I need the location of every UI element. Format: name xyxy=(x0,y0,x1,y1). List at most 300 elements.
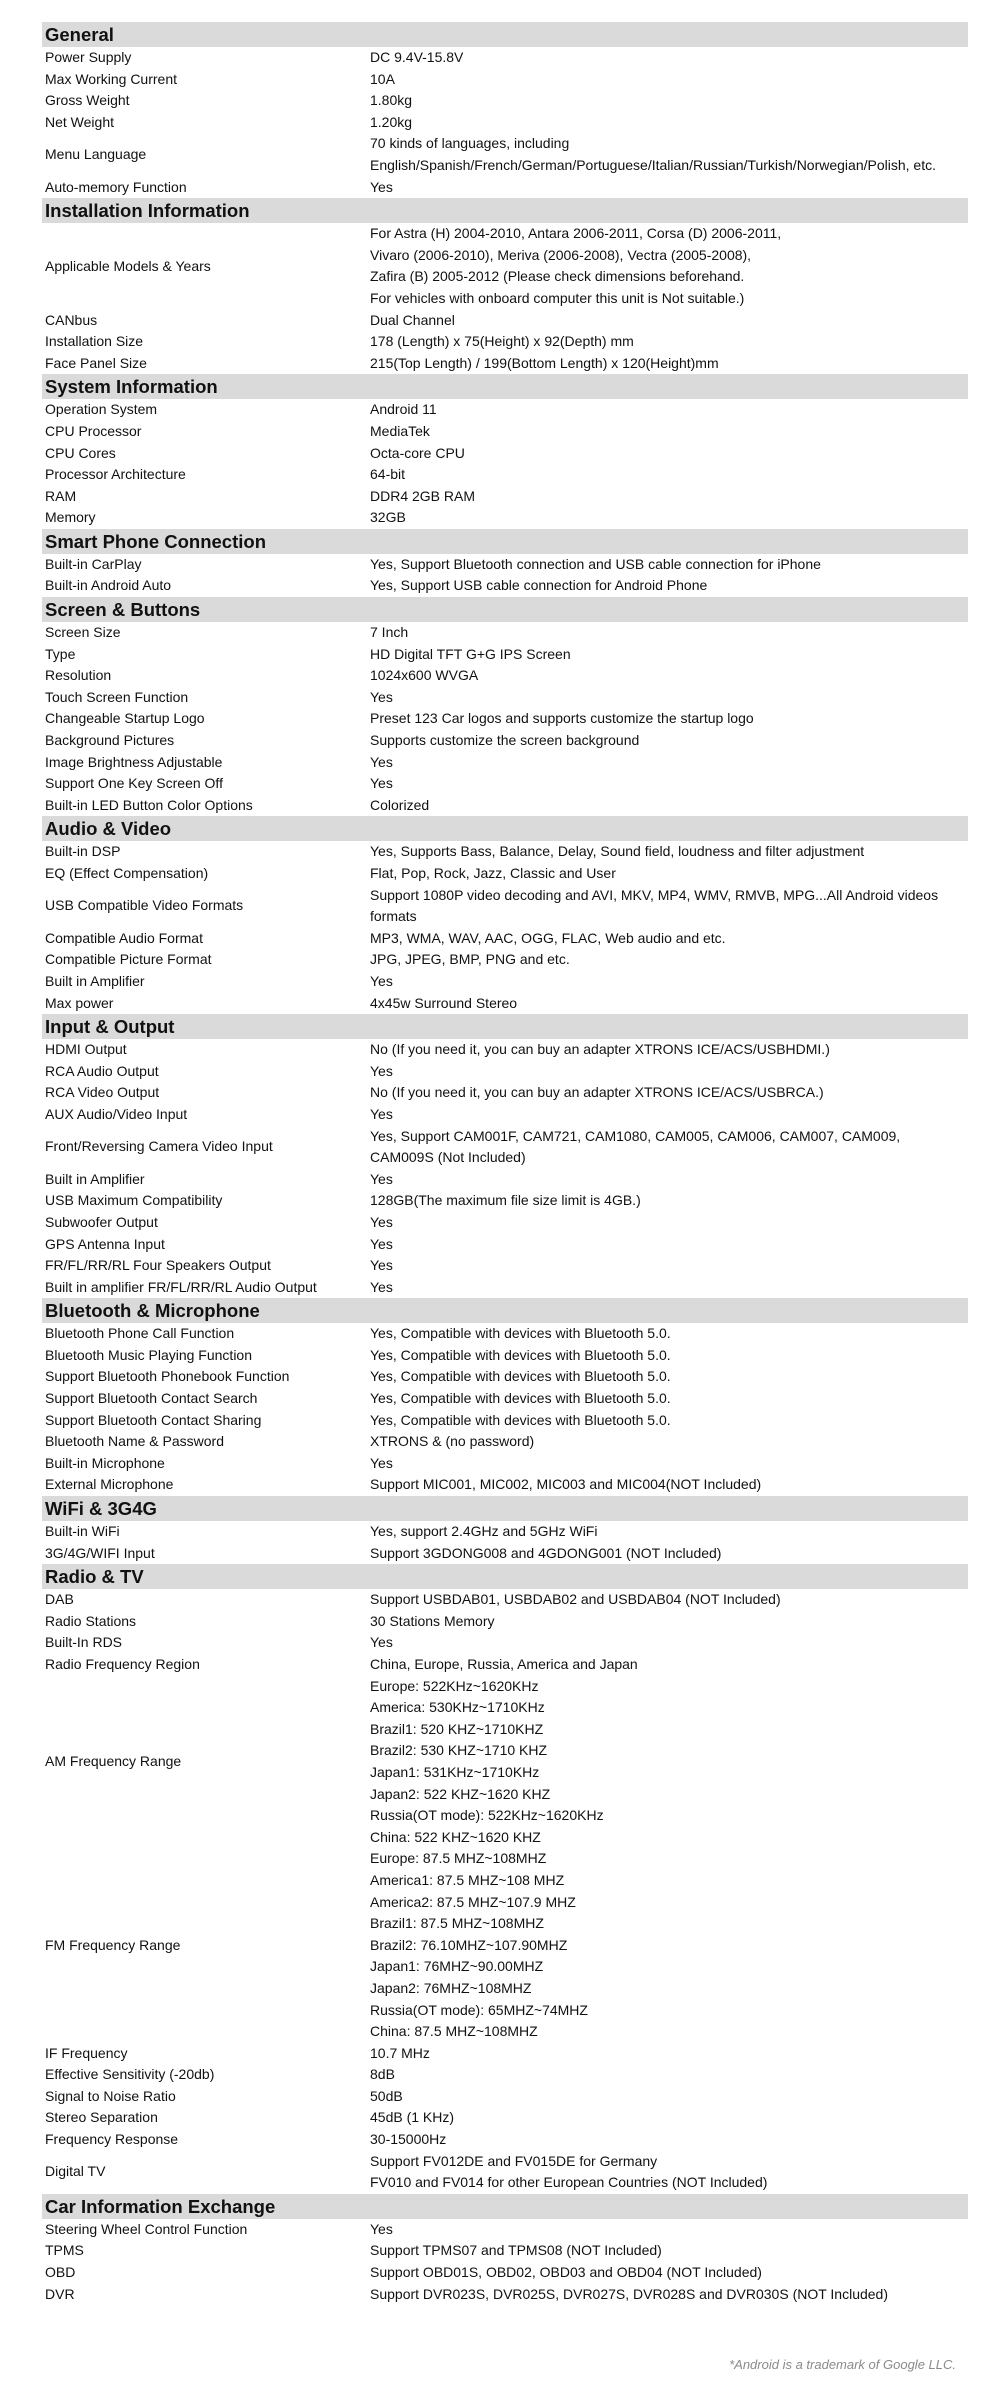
spec-value xyxy=(366,1543,968,1565)
spec-value-line: 128GB(The maximum file size limit is 4GB.) xyxy=(370,1192,641,1209)
spec-value-line: MP3, WMA, WAV, AAC, OGG, FLAC, Web audio and etc. xyxy=(370,929,726,946)
spec-label: Menu Language xyxy=(45,146,147,163)
spec-label: Support Bluetooth Phonebook Function xyxy=(45,1368,290,1385)
spec-value-line: Support OBD01S, OBD02, OBD03 and OBD04 (NOT Included) xyxy=(370,2264,762,2281)
spec-row xyxy=(42,2064,968,2086)
spec-value-line: Yes, Support CAM001F, CAM721, CAM1080, CAM005, CAM006, CAM007, CAM009, xyxy=(370,1127,901,1144)
spec-label: External Microphone xyxy=(45,1476,174,1493)
spec-value-line: Vivaro (2006-2010), Meriva (2006-2008), Vectra (2005-2008), xyxy=(370,246,752,263)
section-header xyxy=(42,22,968,47)
spec-value xyxy=(366,1212,968,1234)
spec-label: Support Bluetooth Contact Search xyxy=(45,1390,258,1407)
section-header xyxy=(42,374,968,399)
spec-value-line: Yes, Support USB cable connection for Android Phone xyxy=(370,577,708,594)
spec-value-line: JPG, JPEG, BMP, PNG and etc. xyxy=(370,951,570,968)
spec-row xyxy=(42,1388,968,1410)
spec-label: Built-in LED Button Color Options xyxy=(45,796,253,813)
section-header xyxy=(42,816,968,841)
spec-label: Type xyxy=(45,645,76,662)
spec-value xyxy=(366,507,968,529)
spec-value-line: Yes xyxy=(370,1170,393,1187)
spec-value-line: DDR4 2GB RAM xyxy=(370,487,476,504)
spec-label: Compatible Picture Format xyxy=(45,951,212,968)
spec-value-line: Support FV012DE and FV015DE for Germany xyxy=(370,2152,658,2169)
spec-value xyxy=(366,2151,968,2194)
spec-label: Frequency Response xyxy=(45,2131,179,2148)
spec-value xyxy=(366,795,968,817)
spec-value-line: For Astra (H) 2004-2010, Antara 2006-2011, Corsa (D) 2006-2011, xyxy=(370,225,782,242)
spec-value xyxy=(366,1277,968,1299)
spec-row xyxy=(42,90,968,112)
spec-row xyxy=(42,353,968,375)
spec-value xyxy=(366,928,968,950)
spec-value-line: Yes xyxy=(370,972,393,989)
spec-value-line: Europe: 87.5 MHZ~108MHZ xyxy=(370,1850,547,1867)
spec-row xyxy=(42,863,968,885)
spec-row xyxy=(42,2086,968,2108)
spec-label: Digital TV xyxy=(45,2163,106,2180)
spec-value xyxy=(366,2240,968,2262)
section-title: WiFi & 3G4G xyxy=(42,1496,968,1521)
spec-label: Changeable Startup Logo xyxy=(45,710,205,727)
spec-value-line: Brazil2: 76.10MHZ~107.90MHZ xyxy=(370,1936,568,1953)
spec-value xyxy=(366,310,968,332)
spec-row xyxy=(42,2284,968,2306)
spec-value-line: 178 (Length) x 75(Height) x 92(Depth) mm xyxy=(370,333,634,350)
spec-value-line: Russia(OT mode): 65MHZ~74MHZ xyxy=(370,2001,588,2018)
spec-value-line: Yes xyxy=(370,1278,393,1295)
spec-label: DAB xyxy=(45,1591,74,1608)
section-title: General xyxy=(42,22,968,47)
spec-value xyxy=(366,90,968,112)
spec-value xyxy=(366,1169,968,1191)
spec-value-line: Android 11 xyxy=(370,401,437,418)
spec-table xyxy=(42,22,968,2305)
spec-value xyxy=(366,885,968,928)
spec-row xyxy=(42,1453,968,1475)
spec-value xyxy=(366,971,968,993)
spec-label: Auto-memory Function xyxy=(45,178,187,195)
spec-row xyxy=(42,1366,968,1388)
spec-value-line: 1024x600 WVGA xyxy=(370,667,479,684)
spec-row xyxy=(42,622,968,644)
section-header xyxy=(42,1298,968,1323)
spec-value-line: 70 kinds of languages, including xyxy=(370,135,570,152)
spec-label: USB Compatible Video Formats xyxy=(45,897,244,914)
spec-value-line: Yes xyxy=(370,1062,393,1079)
section-title: System Information xyxy=(42,374,968,399)
spec-value xyxy=(366,1255,968,1277)
spec-row xyxy=(42,486,968,508)
spec-value-line: Yes, Compatible with devices with Bluetooth 5.0. xyxy=(370,1346,671,1363)
spec-label: DVR xyxy=(45,2285,75,2302)
spec-value-line: Support 3GDONG008 and 4GDONG001 (NOT Included) xyxy=(370,1544,722,1561)
spec-value-line: Europe: 522KHz~1620KHz xyxy=(370,1677,539,1694)
spec-value-line: Support 1080P video decoding and AVI, MKV, MP4, WMV, RMVB, MPG...All Android videos xyxy=(370,886,939,903)
spec-value-line: Brazil1: 520 KHZ~1710KHZ xyxy=(370,1720,544,1737)
spec-label: Applicable Models & Years xyxy=(45,257,211,274)
spec-value-line: America: 530KHz~1710KHz xyxy=(370,1699,545,1716)
spec-label: CPU Processor xyxy=(45,422,142,439)
spec-value xyxy=(366,752,968,774)
spec-row xyxy=(42,1611,968,1633)
spec-label: Operation System xyxy=(45,401,158,418)
spec-value-line: 4x45w Surround Stereo xyxy=(370,994,518,1011)
spec-value-line: No (If you need it, you can buy an adapter XTRONS ICE/ACS/USBRCA.) xyxy=(370,1084,824,1101)
spec-value xyxy=(366,2284,968,2306)
spec-value-line: Japan1: 531KHz~1710KHz xyxy=(370,1763,540,1780)
spec-label: CPU Cores xyxy=(45,444,116,461)
spec-value xyxy=(366,133,968,176)
spec-row xyxy=(42,399,968,421)
spec-value-line: Japan2: 76MHZ~108MHZ xyxy=(370,1979,532,1996)
spec-row xyxy=(42,885,968,928)
section-header xyxy=(42,529,968,554)
spec-row xyxy=(42,1410,968,1432)
spec-value-line: Japan2: 522 KHZ~1620 KHZ xyxy=(370,1785,551,1802)
spec-label: Built-In RDS xyxy=(45,1634,123,1651)
spec-label: HDMI Output xyxy=(45,1041,127,1058)
spec-value xyxy=(366,486,968,508)
spec-value xyxy=(366,69,968,91)
spec-value-line: Support TPMS07 and TPMS08 (NOT Included) xyxy=(370,2242,662,2259)
spec-label: Built in amplifier FR/FL/RR/RL Audio Output xyxy=(45,1278,317,1295)
spec-row xyxy=(42,1589,968,1611)
spec-table-body xyxy=(42,22,968,2305)
spec-value xyxy=(366,2043,968,2065)
spec-value-line: No (If you need it, you can buy an adapter XTRONS ICE/ACS/USBHDMI.) xyxy=(370,1041,830,1058)
spec-row xyxy=(42,1431,968,1453)
spec-label: AUX Audio/Video Input xyxy=(45,1105,188,1122)
spec-value xyxy=(366,575,968,597)
section-title: Bluetooth & Microphone xyxy=(42,1298,968,1323)
spec-value-line: Support USBDAB01, USBDAB02 and USBDAB04 (NOT Included) xyxy=(370,1591,781,1608)
spec-value-line: Brazil2: 530 KHZ~1710 KHZ xyxy=(370,1742,548,1759)
section-title: Installation Information xyxy=(42,198,968,223)
spec-row xyxy=(42,223,968,309)
spec-value-line: America2: 87.5 MHZ~107.9 MHZ xyxy=(370,1893,576,1910)
spec-row xyxy=(42,1234,968,1256)
spec-row xyxy=(42,2219,968,2241)
spec-label: CANbus xyxy=(45,311,98,328)
trademark-footnote: *Android is a trademark of Google LLC. xyxy=(729,2357,956,2372)
spec-row xyxy=(42,1169,968,1191)
spec-row xyxy=(42,687,968,709)
spec-row xyxy=(42,665,968,687)
spec-value-line: 7 Inch xyxy=(370,624,409,641)
spec-value-line: 1.80kg xyxy=(370,92,413,109)
spec-row xyxy=(42,1255,968,1277)
spec-value xyxy=(366,1082,968,1104)
section-header xyxy=(42,1564,968,1589)
spec-value xyxy=(366,949,968,971)
spec-row xyxy=(42,1632,968,1654)
spec-value xyxy=(366,112,968,134)
spec-row xyxy=(42,1277,968,1299)
spec-value-line: Yes xyxy=(370,775,393,792)
spec-label: Bluetooth Phone Call Function xyxy=(45,1325,235,1342)
spec-value-line: Support MIC001, MIC002, MIC003 and MIC004(NOT Included) xyxy=(370,1476,762,1493)
spec-label: Touch Screen Function xyxy=(45,688,189,705)
spec-value-line: HD Digital TFT G+G IPS Screen xyxy=(370,645,571,662)
spec-label: Radio Frequency Region xyxy=(45,1656,200,1672)
spec-label: Effective Sensitivity (-20db) xyxy=(45,2066,215,2083)
spec-value xyxy=(366,1366,968,1388)
spec-value xyxy=(366,993,968,1015)
spec-row xyxy=(42,112,968,134)
spec-row xyxy=(42,971,968,993)
spec-value-line: Yes xyxy=(370,2220,393,2237)
spec-value-line: Russia(OT mode): 522KHz~1620KHz xyxy=(370,1807,604,1824)
spec-label: Signal to Noise Ratio xyxy=(45,2087,176,2104)
spec-value-line: America1: 87.5 MHZ~108 MHZ xyxy=(370,1871,565,1888)
spec-row xyxy=(42,949,968,971)
spec-value-line: Brazil1: 87.5 MHZ~108MHZ xyxy=(370,1915,544,1932)
spec-row xyxy=(42,2262,968,2284)
spec-label: Subwoofer Output xyxy=(45,1213,158,1230)
spec-value-line: formats xyxy=(370,908,417,925)
spec-row xyxy=(42,1345,968,1367)
spec-value-line: China, Europe, Russia, America and Japan xyxy=(370,1656,638,1672)
spec-value-line: Japan1: 76MHZ~90.00MHZ xyxy=(370,1958,544,1975)
spec-row xyxy=(42,1039,968,1061)
spec-row xyxy=(42,331,968,353)
spec-row xyxy=(42,928,968,950)
spec-value-line: Yes xyxy=(370,1634,393,1651)
spec-value-line: XTRONS & (no password) xyxy=(370,1433,535,1450)
spec-value xyxy=(366,353,968,375)
spec-label: Background Pictures xyxy=(45,732,175,749)
spec-value-line: Yes xyxy=(370,178,393,195)
spec-value xyxy=(366,1453,968,1475)
spec-label: Stereo Separation xyxy=(45,2109,158,2126)
spec-row xyxy=(42,2107,968,2129)
spec-value xyxy=(366,1654,968,1676)
spec-label: FM Frequency Range xyxy=(45,1936,181,1953)
section-title: Input & Output xyxy=(42,1014,968,1039)
spec-row xyxy=(42,1323,968,1345)
spec-value xyxy=(366,841,968,863)
spec-value xyxy=(366,1410,968,1432)
spec-value xyxy=(366,2064,968,2086)
section-header xyxy=(42,597,968,622)
spec-row xyxy=(42,708,968,730)
spec-value-line: 50dB xyxy=(370,2087,403,2104)
spec-row xyxy=(42,773,968,795)
spec-value xyxy=(366,708,968,730)
spec-value-line: Preset 123 Car logos and supports customize the startup logo xyxy=(370,710,754,727)
spec-value-line: 10A xyxy=(370,70,395,87)
spec-label: Built in Amplifier xyxy=(45,1170,145,1187)
spec-label: Resolution xyxy=(45,667,112,684)
spec-row xyxy=(42,1654,968,1676)
spec-value-line: Support DVR023S, DVR025S, DVR027S, DVR028S and DVR030S (NOT Included) xyxy=(370,2285,889,2302)
spec-value-line: Yes xyxy=(370,1257,393,1274)
spec-value xyxy=(366,863,968,885)
spec-value xyxy=(366,1474,968,1496)
spec-label: Built in Amplifier xyxy=(45,972,145,989)
spec-label: AM Frequency Range xyxy=(45,1753,182,1770)
spec-row xyxy=(42,795,968,817)
section-title: Car Information Exchange xyxy=(42,2194,968,2219)
spec-label: FR/FL/RR/RL Four Speakers Output xyxy=(45,1257,271,1274)
spec-row xyxy=(42,443,968,465)
spec-value xyxy=(366,1104,968,1126)
spec-label: Support One Key Screen Off xyxy=(45,775,223,792)
spec-row xyxy=(42,133,968,176)
spec-value-line: Yes, Support Bluetooth connection and USB cable connection for iPhone xyxy=(370,555,821,572)
spec-value-line: Yes xyxy=(370,1454,393,1471)
spec-value xyxy=(366,1388,968,1410)
spec-row xyxy=(42,464,968,486)
spec-row xyxy=(42,69,968,91)
spec-value-line: 1.20kg xyxy=(370,113,413,130)
spec-label: Face Panel Size xyxy=(45,354,147,371)
spec-row xyxy=(42,1212,968,1234)
spec-value xyxy=(366,665,968,687)
spec-value-line: Dual Channel xyxy=(370,311,455,328)
spec-value-line: Flat, Pop, Rock, Jazz, Classic and User xyxy=(370,865,616,881)
spec-value xyxy=(366,331,968,353)
spec-row xyxy=(42,1848,968,2042)
spec-label: Memory xyxy=(45,509,96,526)
spec-label: Installation Size xyxy=(45,333,144,350)
spec-value xyxy=(366,1126,968,1169)
spec-row xyxy=(42,730,968,752)
section-header xyxy=(42,1014,968,1039)
spec-value-line: Octa-core CPU xyxy=(370,444,465,461)
spec-value xyxy=(366,1431,968,1453)
section-title: Radio & TV xyxy=(42,1564,968,1589)
spec-value-line: 30-15000Hz xyxy=(370,2131,447,2148)
spec-row xyxy=(42,2240,968,2262)
spec-label: RAM xyxy=(45,487,77,504)
spec-value xyxy=(366,644,968,666)
spec-value xyxy=(366,773,968,795)
spec-value-line: 215(Top Length) / 199(Bottom Length) x 120(Height)mm xyxy=(370,354,719,371)
spec-value xyxy=(366,1848,968,2042)
spec-label: Max power xyxy=(45,994,114,1011)
spec-value-line: Yes, Supports Bass, Balance, Delay, Sound field, loudness and filter adjustment xyxy=(370,843,865,860)
spec-label: EQ (Effect Compensation) xyxy=(45,865,209,881)
spec-value-line: CAM009S (Not Included) xyxy=(370,1149,526,1166)
spec-row xyxy=(42,310,968,332)
spec-label: Processor Architecture xyxy=(45,466,186,483)
spec-value xyxy=(366,177,968,199)
spec-row xyxy=(42,1082,968,1104)
spec-row xyxy=(42,1521,968,1543)
spec-label: Built-in DSP xyxy=(45,843,121,860)
spec-label: Front/Reversing Camera Video Input xyxy=(45,1138,273,1155)
spec-value-line: Yes, support 2.4GHz and 5GHz WiFi xyxy=(370,1523,598,1540)
spec-row xyxy=(42,2043,968,2065)
spec-label: Radio Stations xyxy=(45,1612,137,1629)
spec-row xyxy=(42,507,968,529)
spec-value xyxy=(366,2219,968,2241)
spec-value xyxy=(366,2086,968,2108)
spec-label: RCA Audio Output xyxy=(45,1062,159,1079)
spec-value-line: Yes, Compatible with devices with Bluetooth 5.0. xyxy=(370,1390,671,1407)
spec-row xyxy=(42,1676,968,1849)
section-header xyxy=(42,2194,968,2219)
spec-label: Built-in Microphone xyxy=(45,1454,165,1471)
spec-label: Steering Wheel Control Function xyxy=(45,2220,248,2237)
spec-value-line: Yes xyxy=(370,1213,393,1230)
spec-value-line: Yes xyxy=(370,753,393,770)
spec-value xyxy=(366,1345,968,1367)
section-header xyxy=(42,1496,968,1521)
spec-value-line: DC 9.4V-15.8V xyxy=(370,49,464,65)
spec-label: Max Working Current xyxy=(45,70,178,87)
spec-label: Support Bluetooth Contact Sharing xyxy=(45,1411,262,1428)
spec-row xyxy=(42,1543,968,1565)
spec-value xyxy=(366,2107,968,2129)
spec-value xyxy=(366,687,968,709)
spec-label: Built-in CarPlay xyxy=(45,555,142,572)
spec-row xyxy=(42,1126,968,1169)
spec-label: USB Maximum Compatibility xyxy=(45,1192,223,1209)
spec-value-line: FV010 and FV014 for other European Countries (NOT Included) xyxy=(370,2174,768,2191)
spec-label: 3G/4G/WIFI Input xyxy=(45,1544,155,1561)
spec-row xyxy=(42,1104,968,1126)
spec-label: Power Supply xyxy=(45,49,132,65)
spec-value-line: 8dB xyxy=(370,2066,395,2083)
section-title: Audio & Video xyxy=(42,816,968,841)
spec-value xyxy=(366,1234,968,1256)
spec-value xyxy=(366,1190,968,1212)
spec-value-line: 64-bit xyxy=(370,466,406,483)
spec-value-line: Colorized xyxy=(370,796,430,813)
spec-row xyxy=(42,752,968,774)
spec-value xyxy=(366,223,968,309)
spec-value xyxy=(366,399,968,421)
spec-row xyxy=(42,2129,968,2151)
spec-value xyxy=(366,47,968,69)
spec-row xyxy=(42,47,968,69)
spec-value-line: For vehicles with onboard computer this unit is Not suitable.) xyxy=(370,289,745,306)
spec-row xyxy=(42,841,968,863)
spec-label: TPMS xyxy=(45,2242,84,2259)
spec-value xyxy=(366,2262,968,2284)
spec-value-line: MediaTek xyxy=(370,422,430,439)
spec-value-line: Supports customize the screen background xyxy=(370,732,640,749)
spec-row xyxy=(42,1190,968,1212)
spec-row xyxy=(42,1474,968,1496)
spec-label: Built-in Android Auto xyxy=(45,577,172,594)
spec-value xyxy=(366,1676,968,1849)
section-header xyxy=(42,198,968,223)
spec-value xyxy=(366,443,968,465)
spec-row xyxy=(42,554,968,576)
spec-value-line: Yes xyxy=(370,1105,393,1122)
spec-value xyxy=(366,1061,968,1083)
spec-label: Gross Weight xyxy=(45,92,130,109)
spec-label: RCA Video Output xyxy=(45,1084,160,1101)
spec-value-line: Yes, Compatible with devices with Bluetooth 5.0. xyxy=(370,1325,671,1342)
spec-label: Built-in WiFi xyxy=(45,1523,120,1540)
spec-label: Image Brightness Adjustable xyxy=(45,753,223,770)
section-title: Screen & Buttons xyxy=(42,597,968,622)
spec-row xyxy=(42,644,968,666)
spec-label: OBD xyxy=(45,2264,76,2281)
spec-value-line: 45dB (1 KHz) xyxy=(370,2109,455,2126)
spec-value-line: Yes xyxy=(370,688,393,705)
spec-value xyxy=(366,1589,968,1611)
spec-value-line: Yes, Compatible with devices with Bluetooth 5.0. xyxy=(370,1411,671,1428)
spec-value xyxy=(366,730,968,752)
spec-row xyxy=(42,2151,968,2194)
spec-row xyxy=(42,993,968,1015)
